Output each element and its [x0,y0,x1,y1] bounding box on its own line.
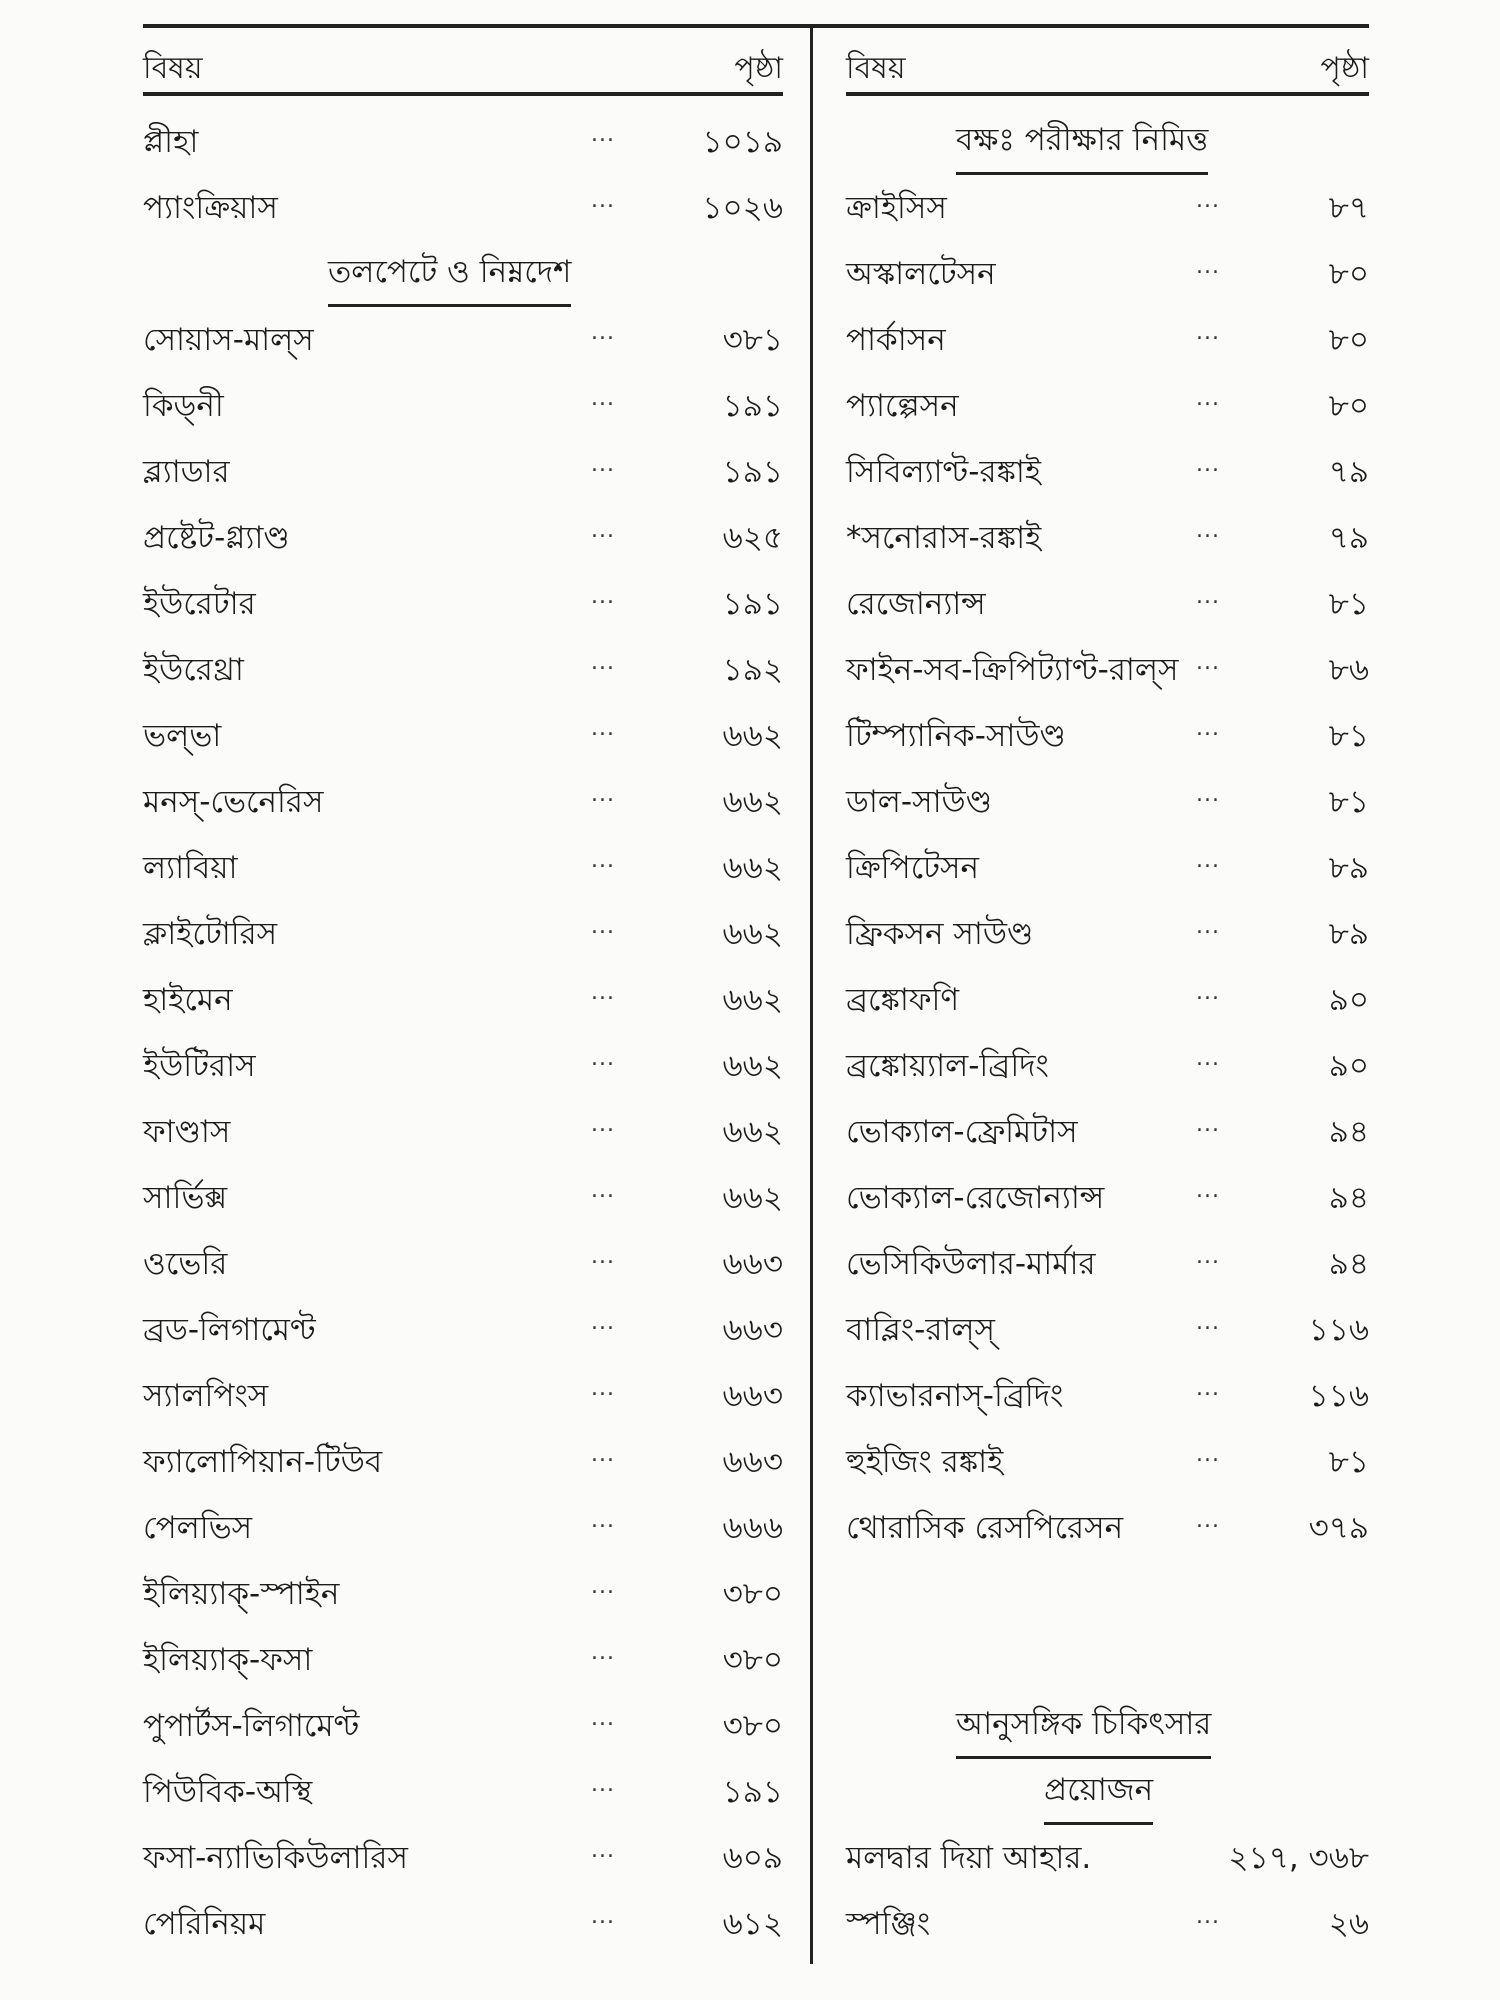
entry-label: ব্রড-লিগামেণ্ট [143,1312,316,1348]
entry-page: ৬১২ [722,1906,783,1942]
entry-label: কিড্নী [143,388,224,424]
entry-dots: ... [591,782,615,807]
entry-page: ৬৬৩ [722,1444,783,1480]
entry-label: ক্রিপিটেসন [846,850,980,886]
entry-page: ৮১ [1328,1444,1369,1480]
entry-label: ইউরেথ্রা [143,652,244,688]
entry-label: ব্ল্যাডার [143,454,230,490]
entry-label: স্পঞ্জিং [846,1906,931,1942]
entry-dots: ... [1196,254,1220,279]
entry-dots: ... [1196,1904,1220,1929]
index-entry [143,624,783,690]
entry-dots: ... [591,1904,615,1929]
index-entry [143,162,783,228]
entry-dots: ... [1196,650,1220,675]
entry-page: ৮৬ [1328,652,1369,688]
index-entry [143,1152,783,1218]
column-divider [810,26,813,1964]
section-heading-text: তলপেটে ও নিম্নদেশ [328,248,571,307]
index-entry [846,492,1369,558]
index-entry [143,1416,783,1482]
entry-label: ইউরেটার [143,586,256,622]
entry-page: ৬৬৩ [722,1378,783,1414]
entry-label: স্যালপিংস [143,1378,269,1414]
entry-page: ৮১ [1328,784,1369,820]
index-entry [143,1482,783,1548]
entry-dots: ... [1196,914,1220,939]
entry-page: ৬৬৩ [722,1312,783,1348]
entry-page: ৬২৫ [722,520,783,556]
entry-label: ক্লাইটোরিস [143,916,278,952]
entry-dots: ... [1196,1046,1220,1071]
entry-label: ক্রাইসিস [846,190,947,226]
entry-page: ৬৬২ [722,982,783,1018]
entry-dots: ... [591,386,615,411]
index-entry [846,294,1369,360]
entry-dots: ... [591,320,615,345]
entry-dots: ... [591,1640,615,1665]
entry-label: পার্কাসন [846,322,946,358]
entry-dots: ... [1196,1178,1220,1203]
entry-dots: ... [591,848,615,873]
entry-label: সার্ভিক্স [143,1180,228,1216]
entry-page: ৬০৯ [722,1840,783,1876]
index-entry [846,162,1369,228]
index-entry [846,756,1369,822]
left-column [143,28,783,1944]
right-header-subject: বিষয় [846,51,906,86]
entry-label: হুইজিং রঙ্কাই [846,1444,1004,1480]
entry-page: ৬৬৬ [722,1510,783,1546]
index-entry [143,1020,783,1086]
entry-label: ল্যাবিয়া [143,850,238,886]
entry-label: মনস্-ভেনেরিস [143,784,324,820]
entry-page: ১০১৯ [702,124,783,160]
section-heading-text: বক্ষঃ পরীক্ষার নিমিত্ত [956,116,1208,175]
entry-page: ৩৮১ [722,322,783,358]
index-entry [143,1812,783,1878]
entry-page: ৬৬২ [722,1048,783,1084]
entry-label: সোয়াস-মাল্স [143,322,314,358]
entry-page: ১১৬ [1308,1378,1369,1414]
entry-page: ৮০ [1328,388,1369,424]
index-entry [143,954,783,1020]
entry-page: ৭৯ [1328,454,1369,490]
entry-dots: ... [591,914,615,939]
entry-label: পুপার্টস-লিগামেণ্ট [143,1708,360,1744]
index-entry [846,1812,1369,1878]
entry-label: বাব্লিং-রাল্স্ [846,1312,995,1348]
entry-page: ৯০ [1328,982,1369,1018]
entry-label: ব্রঙ্কোফণি [846,982,960,1018]
entry-dots: ... [591,1508,615,1533]
entry-page: ৮৯ [1328,916,1369,952]
entry-dots: ... [591,584,615,609]
entry-label: প্রষ্টেট-গ্ল্যাণ্ড [143,520,290,556]
entry-label: পিউবিক-অস্থি [143,1774,313,1810]
entry-dots: ... [591,980,615,1005]
entry-dots: ... [591,1178,615,1203]
entry-label: ফ্যালোপিয়ান-টিউব [143,1444,383,1480]
index-entry [143,690,783,756]
index-entry [846,1482,1369,1548]
entry-page: ৬৬২ [722,718,783,754]
entry-page: ৩৭৯ [1308,1510,1369,1546]
entry-dots: ... [1196,848,1220,873]
entry-dots: ... [1196,584,1220,609]
entry-page: ৬৬২ [722,1180,783,1216]
entry-dots: ... [591,518,615,543]
entry-label: মলদ্বার দিয়া আহার. [846,1840,1092,1876]
index-entry [846,954,1369,1020]
left-entries-top [143,96,783,228]
entry-dots: ... [591,1442,615,1467]
entry-page: ৮৯ [1328,850,1369,886]
entry-dots: ... [1196,980,1220,1005]
index-entry [846,360,1369,426]
left-section-heading [143,228,783,294]
entry-dots: ... [1196,1508,1220,1533]
entry-label: অস্কালটেসন [846,256,996,292]
index-entry [143,822,783,888]
entry-dots: ... [591,1838,615,1863]
index-entry [143,1878,783,1944]
section-heading-text: আনুসঙ্গিক চিকিৎসার [956,1700,1211,1759]
entry-page: ৬৬২ [722,916,783,952]
right-header-page: পৃষ্ঠা [1320,51,1369,86]
blank-space [846,1548,1369,1680]
entry-page: ৮০ [1328,256,1369,292]
entry-dots: ... [591,1574,615,1599]
left-entries [143,294,783,1944]
right-entries-bottom [846,1812,1369,1944]
index-entry [846,1284,1369,1350]
index-entry [143,360,783,426]
index-entry [846,690,1369,756]
entry-page: ৮০ [1328,322,1369,358]
entry-dots: ... [591,452,615,477]
entry-page: ১১৬ [1308,1312,1369,1348]
entry-dots: ... [1196,716,1220,741]
entry-page: ৮১ [1328,586,1369,622]
left-header-page: পৃষ্ঠা [734,51,783,86]
entry-label: ফাইন-সব-ক্রিপিট্যাণ্ট-রাল্স [846,652,1179,688]
entry-dots: ... [1196,188,1220,213]
index-entry [846,888,1369,954]
entry-dots: ... [1196,1376,1220,1401]
left-header-subject: বিষয় [143,51,203,86]
index-entry [846,558,1369,624]
right-section-heading-2 [846,1680,1369,1746]
entry-page: ৯৪ [1328,1180,1369,1216]
entry-page: ৩৮০ [722,1642,783,1678]
entry-dots: ... [1196,1442,1220,1467]
entry-dots: ... [591,716,615,741]
index-entry [143,96,783,162]
right-section-heading-2-cont [846,1746,1369,1812]
index-entry [143,1218,783,1284]
index-entry [143,888,783,954]
section-heading-text: প্রয়োজন [1044,1766,1153,1825]
entry-page: ৮১ [1328,718,1369,754]
entry-dots: ... [591,188,615,213]
entry-label: ওভেরি [143,1246,228,1282]
entry-label: হাইমেন [143,982,233,1018]
index-entry [846,624,1369,690]
entry-label: ভোক্যাল-ফ্রেমিটাস [846,1114,1078,1150]
left-header [143,28,783,96]
index-entry [846,426,1369,492]
entry-label: ইলিয়্যাক্-স্পাইন [143,1576,340,1612]
entry-label: ফাণ্ডাস [143,1114,231,1150]
entry-label: *সনোরাস-রঙ্কাই [846,520,1042,556]
entry-label: থোরাসিক রেসপিরেসন [846,1510,1124,1546]
entry-page: ৬৬২ [722,850,783,886]
entry-dots: ... [591,1046,615,1071]
entry-label: রেজোন্যান্স [846,586,986,622]
entry-page: ৮৭ [1328,190,1369,226]
entry-label: পেরিনিয়ম [143,1906,266,1942]
entry-dots: ... [1196,386,1220,411]
entry-label: ইউটিরাস [143,1048,256,1084]
entry-label: ইলিয়্যাক্-ফসা [143,1642,313,1678]
index-entry [143,492,783,558]
entry-label: প্যাংক্রিয়াস [143,190,278,226]
entry-dots: ... [591,650,615,675]
entry-dots: ... [591,1310,615,1335]
index-entry [846,1152,1369,1218]
entry-page: ১৯১ [722,586,783,622]
entry-dots: ... [1196,452,1220,477]
entry-label: ফসা-ন্যাভিকিউলারিস [143,1840,408,1876]
index-entry [143,1746,783,1812]
entry-page: ৩৮০ [722,1708,783,1744]
entry-page: ১৯১ [722,1774,783,1810]
entry-page: ১০২৬ [702,190,783,226]
entry-page: ১৯২ [722,652,783,688]
entry-page: ৩৮০ [722,1576,783,1612]
entry-page: ১৯১ [722,388,783,424]
entry-label: প্যাল্পেসন [846,388,959,424]
index-entry [143,1614,783,1680]
entry-dots: ... [591,1706,615,1731]
index-entry [846,1086,1369,1152]
entry-dots: ... [591,1772,615,1797]
index-entry [143,1350,783,1416]
entry-dots: ... [591,1244,615,1269]
index-entry [143,756,783,822]
entry-page: ৭৯ [1328,520,1369,556]
entry-page: ৬৬৩ [722,1246,783,1282]
index-entry [846,228,1369,294]
entry-page: ২১৭, ৩৬৮ [1228,1840,1369,1876]
entry-page: ৬৬২ [722,1114,783,1150]
index-entry [143,1284,783,1350]
entry-label: ব্রঙ্কোয়্যাল-ব্রিদিং [846,1048,1049,1084]
entry-label: ভল্ভা [143,718,222,754]
entry-dots: ... [591,122,615,147]
entry-page: ৯০ [1328,1048,1369,1084]
entry-label: সিবিল্যাণ্ট-রঙ্কাই [846,454,1042,490]
index-entry [846,1218,1369,1284]
entry-label: টিম্প্যানিক-সাউণ্ড [846,718,1066,754]
entry-label: পেলভিস [143,1510,253,1546]
index-entry [143,558,783,624]
index-entry [846,1350,1369,1416]
right-column [846,28,1369,1944]
entry-page: ৬৬২ [722,784,783,820]
entry-dots: ... [1196,782,1220,807]
entry-label: ক্যাভারনাস্-ব্রিদিং [846,1378,1064,1414]
entry-label: ডাল-সাউণ্ড [846,784,992,820]
entry-dots: ... [591,1112,615,1137]
entry-dots: ... [1196,518,1220,543]
index-entry [846,822,1369,888]
entry-page: ৯৪ [1328,1114,1369,1150]
index-entry [143,1680,783,1746]
index-entry [143,294,783,360]
entry-page: ২৬ [1328,1906,1369,1942]
entry-dots: ... [1196,1310,1220,1335]
entry-dots: ... [591,1376,615,1401]
entry-label: ভোক্যাল-রেজোন্যান্স [846,1180,1105,1216]
right-section-heading [846,96,1369,162]
entry-dots: ... [1196,320,1220,345]
right-header [846,28,1369,96]
entry-label: ফ্রিকসন সাউণ্ড [846,916,1034,952]
entry-dots: ... [1196,1244,1220,1269]
entry-dots: ... [1196,1112,1220,1137]
right-entries [846,162,1369,1548]
entry-label: ভেসিকিউলার-মার্মার [846,1246,1096,1282]
index-entry [143,1086,783,1152]
index-entry [846,1020,1369,1086]
index-entry [143,426,783,492]
index-entry [846,1416,1369,1482]
entry-page: ৯৪ [1328,1246,1369,1282]
entry-label: প্লীহা [143,124,199,160]
entry-page: ১৯১ [722,454,783,490]
index-entry [846,1878,1369,1944]
index-entry [143,1548,783,1614]
